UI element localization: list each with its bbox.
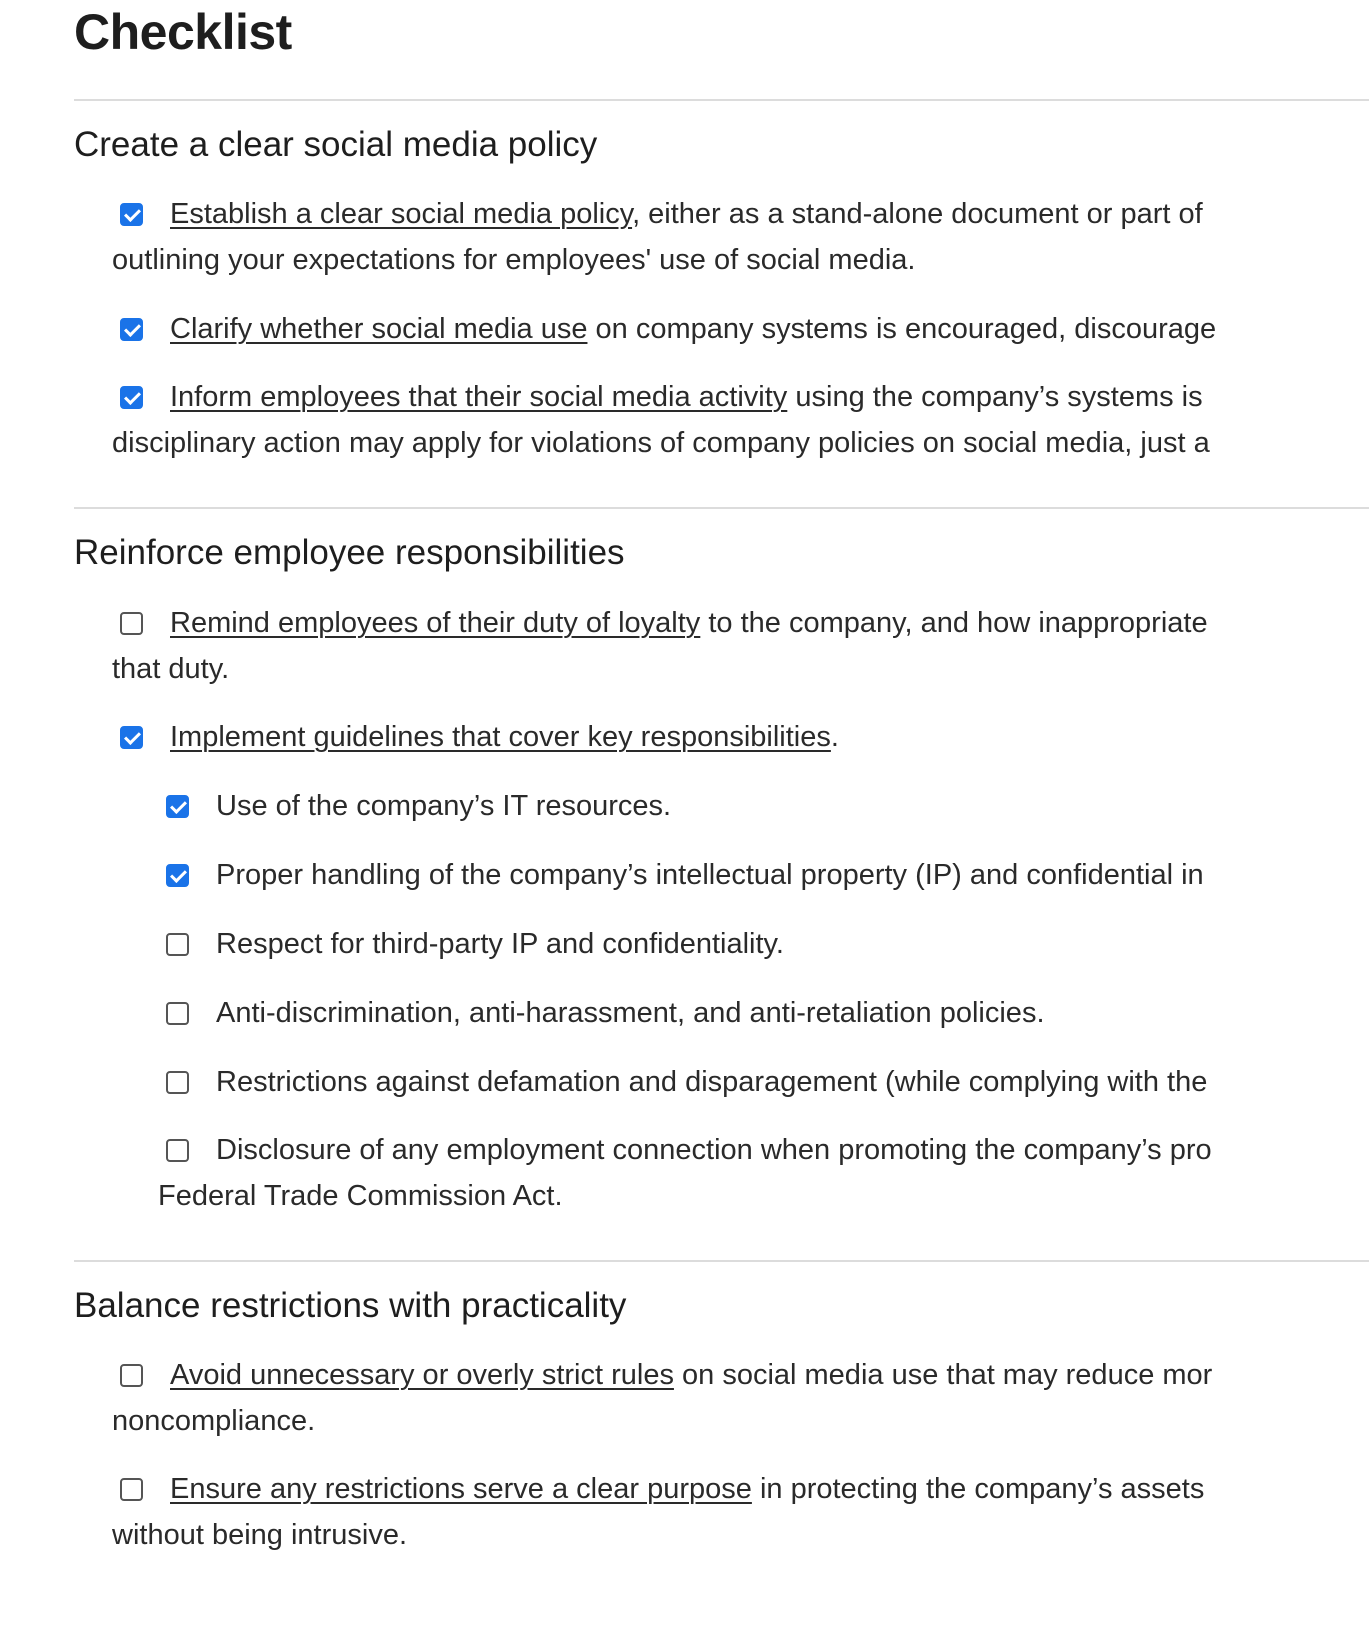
item-link[interactable]: Implement guidelines that cover key responsibilities [170, 721, 831, 753]
checkbox[interactable] [166, 1139, 189, 1162]
subitem-text: Disclosure of any employment connection when promoting the company’s pro [216, 1134, 1212, 1166]
page-title: Checklist [74, 4, 292, 60]
item-link[interactable]: Remind employees of their duty of loyalty [170, 607, 701, 639]
item-link[interactable]: Inform employees that their social media activity [170, 381, 788, 413]
item-text-continued: that duty. [112, 653, 230, 685]
checklist-item [112, 306, 1216, 352]
checklist-subitem [158, 990, 1045, 1036]
item-text: on company systems is encouraged, discourage [587, 313, 1217, 345]
section-divider [74, 99, 1369, 101]
subitem-text: Use of the company’s IT resources. [216, 790, 672, 822]
item-link[interactable]: Clarify whether social media use [170, 313, 588, 345]
checklist-item [112, 1466, 1204, 1558]
item-text-continued: without being intrusive. [112, 1519, 407, 1551]
section-heading: Balance restrictions with practicality [74, 1286, 627, 1325]
item-text-continued: noncompliance. [112, 1405, 316, 1437]
item-link[interactable]: Establish a clear social media policy [170, 198, 633, 230]
subitem-text: Restrictions against defamation and disparagement (while complying with the [216, 1066, 1208, 1098]
checkbox[interactable] [120, 386, 143, 409]
checklist-subitem [158, 852, 1204, 898]
subitem-text: Respect for third-party IP and confidentiality. [216, 928, 784, 960]
checkbox[interactable] [120, 203, 143, 226]
section-divider [74, 507, 1369, 509]
item-link[interactable]: Avoid unnecessary or overly strict rules [170, 1359, 674, 1391]
item-text: . [830, 721, 839, 753]
checkbox[interactable] [120, 1364, 143, 1387]
item-text: to the company, and how inappropriate [700, 607, 1208, 639]
checklist-item [112, 374, 1210, 466]
item-text: using the company’s systems is [787, 381, 1203, 413]
checklist-page [74, 0, 1369, 1551]
checkbox[interactable] [166, 795, 189, 818]
checklist-item [112, 600, 1208, 692]
item-link[interactable]: Ensure any restrictions serve a clear purpose [170, 1473, 752, 1505]
checkbox[interactable] [166, 1002, 189, 1025]
checklist-subitem [158, 1127, 1212, 1219]
item-text-continued: outlining your expectations for employees' use of social media. [112, 244, 916, 276]
checklist-subitem [158, 921, 784, 967]
checkbox[interactable] [166, 933, 189, 956]
section-heading: Create a clear social media policy [74, 125, 598, 164]
checklist-subitem [158, 1059, 1207, 1105]
item-text: , either as a stand-alone document or part of [632, 198, 1203, 230]
subitem-text: Anti-discrimination, anti-harassment, and anti-retaliation policies. [216, 997, 1045, 1029]
checkbox[interactable] [120, 1478, 143, 1501]
checklist-item [112, 1352, 1212, 1444]
checkbox[interactable] [166, 864, 189, 887]
checklist-item [112, 191, 1203, 283]
item-text: on social media use that may reduce mor [673, 1359, 1213, 1391]
checkbox[interactable] [166, 1071, 189, 1094]
checkbox[interactable] [120, 612, 143, 635]
checkbox[interactable] [120, 726, 143, 749]
section-heading: Reinforce employee responsibilities [74, 533, 625, 572]
item-text: in protecting the company’s assets [751, 1473, 1205, 1505]
checklist-item [112, 714, 839, 760]
checklist-subitem [158, 783, 671, 829]
section-divider [74, 1260, 1369, 1262]
subitem-text: Proper handling of the company’s intellectual property (IP) and confidential in [216, 859, 1204, 891]
subitem-text-continued: Federal Trade Commission Act. [158, 1180, 563, 1212]
checkbox[interactable] [120, 318, 143, 341]
item-text-continued: disciplinary action may apply for violations of company policies on social media, just a [112, 427, 1210, 459]
